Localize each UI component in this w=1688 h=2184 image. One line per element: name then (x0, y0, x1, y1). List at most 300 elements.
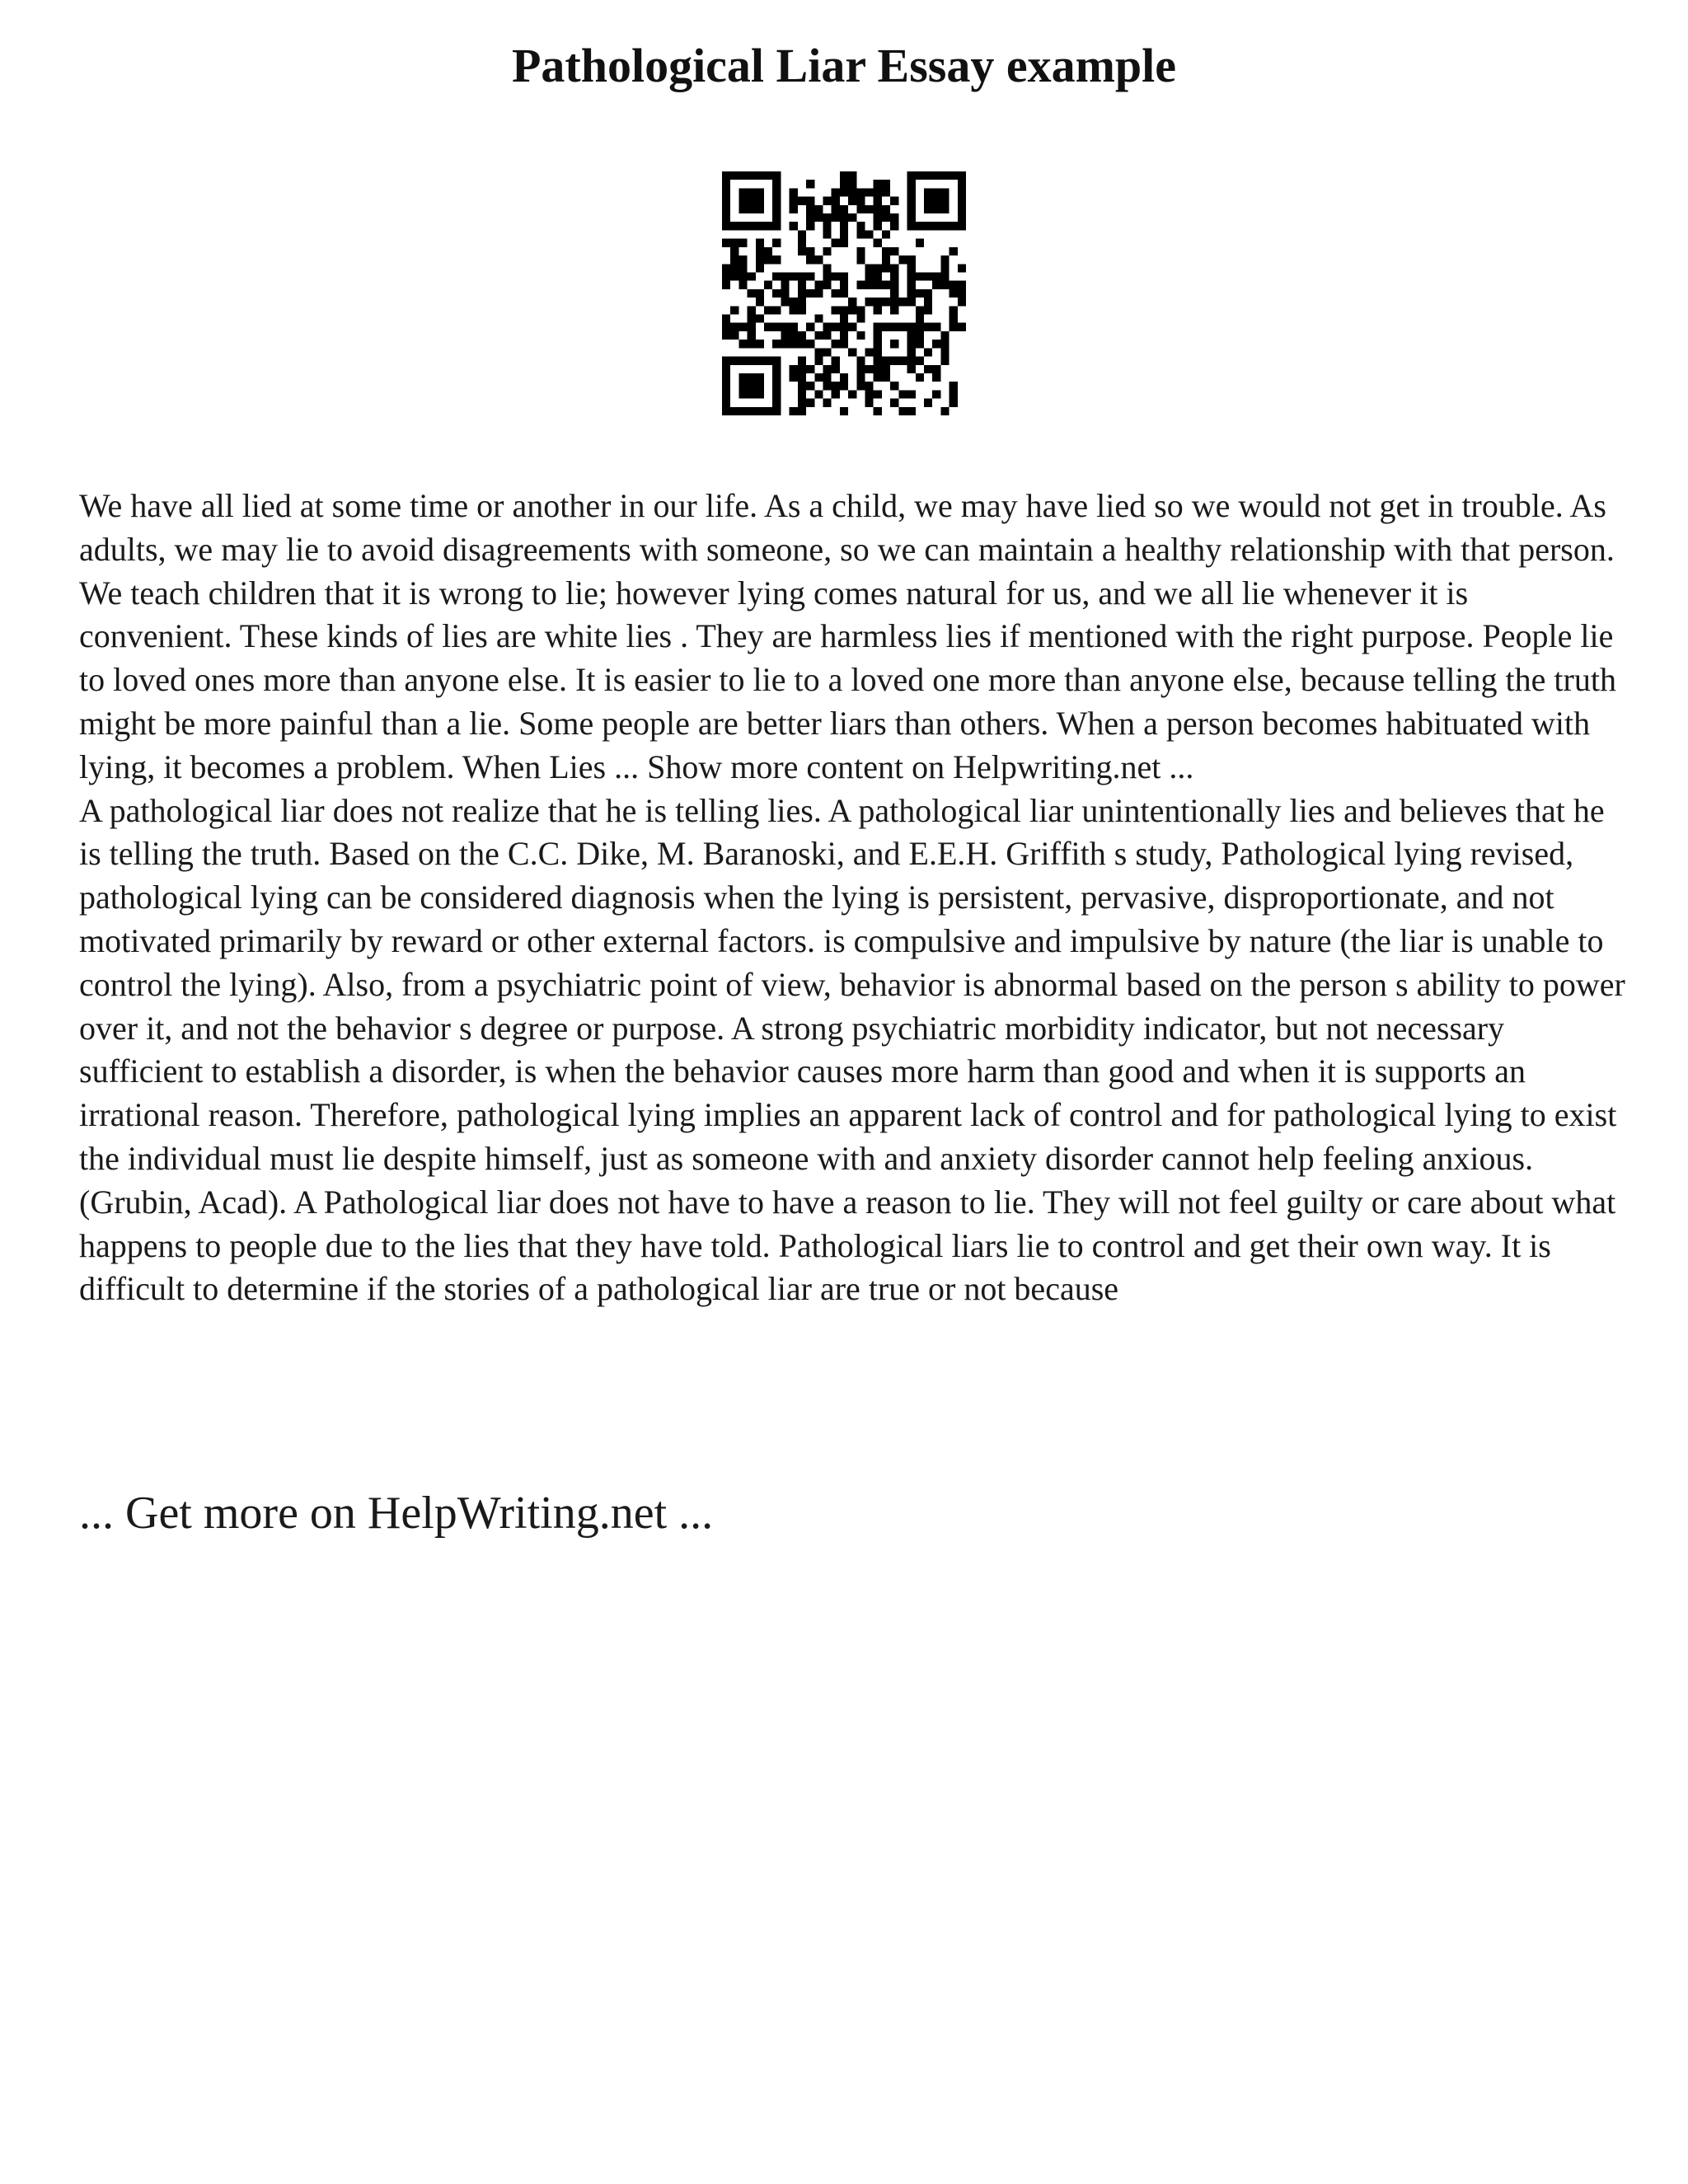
qr-module (840, 230, 848, 238)
qr-module (730, 222, 738, 230)
qr-module (764, 255, 772, 264)
qr-module (790, 373, 798, 382)
qr-module (798, 239, 806, 247)
qr-module (832, 390, 840, 398)
qr-module (806, 205, 814, 213)
qr-module (738, 205, 747, 213)
qr-module (924, 289, 932, 298)
qr-module (790, 340, 798, 348)
qr-module (814, 289, 823, 298)
qr-module (781, 323, 789, 331)
qr-module (730, 306, 738, 314)
qr-module (722, 171, 730, 180)
qr-module (856, 205, 865, 213)
qr-module (832, 382, 840, 390)
qr-module (798, 289, 806, 298)
qr-module (865, 399, 874, 407)
qr-module (798, 197, 806, 205)
qr-module (940, 340, 949, 348)
qr-module (798, 247, 806, 255)
qr-module (950, 222, 958, 230)
qr-module (781, 289, 789, 298)
qr-module (882, 373, 890, 382)
qr-module (898, 298, 907, 306)
qr-module (798, 382, 806, 390)
essay-paragraph-2: A pathological liar does not realize that he is telling lies. A pathological liar unintentionally lies and believes that he is telling the truth. Based on the C.C. Dike, M. Baranoski, and E.E.H. Griffith s study, Pathological lying revised, pathological lying can be considered diagnosis when the lying is persistent, pervasive, disproportionate, and not motivated primarily by reward or other external factors. is compulsive and impulsive by nature (the liar is unable to control the lying). Also, from a psychiatric point of view, behavior is abnormal based on the person s ability to power over it, and not the behavior s degree or purpose. A strong psychiatric morbidity indicator, but not necessary sufficient to establish a disorder, is when the behavior causes more harm than good and when it is supports an irrational reason. Therefore, pathological lying implies an apparent lack of control and for pathological lying to exist the individual must lie despite himself, just as someone with and anxiety disorder cannot help feeling anxious. (Grubin, Acad). A Pathological liar does not have to have a reason to lie. They will not feel guilty or care about what happens to people due to the lies that they have told. Pathological liars lie to control and get their own way. It is difficult to determine if the stories of a pathological liar are true or not because (79, 791, 1625, 1308)
qr-module (823, 230, 831, 238)
qr-module (840, 222, 848, 230)
qr-module (730, 357, 738, 365)
qr-module (882, 281, 890, 289)
qr-module (764, 306, 772, 314)
qr-module (856, 382, 865, 390)
qr-module (832, 289, 840, 298)
qr-module (738, 407, 747, 415)
qr-module (865, 390, 874, 398)
qr-module (764, 407, 772, 415)
qr-module (806, 289, 814, 298)
qr-module (798, 331, 806, 340)
qr-module (924, 222, 932, 230)
qr-module (772, 365, 781, 373)
qr-module (748, 306, 756, 314)
qr-module (772, 180, 781, 188)
qr-module (722, 373, 730, 382)
qr-module (814, 255, 823, 264)
qr-module (722, 188, 730, 196)
qr-module (781, 331, 789, 340)
qr-module (722, 281, 730, 289)
qr-module (874, 264, 882, 272)
qr-module (882, 365, 890, 373)
qr-module (730, 255, 738, 264)
qr-module (856, 230, 865, 238)
qr-module (840, 323, 848, 331)
qr-module (874, 281, 882, 289)
qr-module (823, 213, 831, 222)
qr-module (823, 348, 831, 356)
qr-module (764, 247, 772, 255)
qr-module (890, 298, 898, 306)
qr-module (798, 306, 806, 314)
qr-module (907, 390, 916, 398)
qr-module (790, 197, 798, 205)
qr-module (738, 222, 747, 230)
qr-module (840, 289, 848, 298)
qr-module (856, 357, 865, 365)
qr-module (958, 180, 966, 188)
qr-module (924, 399, 932, 407)
qr-module (940, 222, 949, 230)
qr-module (958, 289, 966, 298)
qr-module (722, 205, 730, 213)
qr-module (907, 281, 916, 289)
qr-module (748, 331, 756, 340)
qr-module (738, 390, 747, 398)
qr-module (748, 222, 756, 230)
qr-module (898, 323, 907, 331)
qr-module (958, 213, 966, 222)
qr-module (756, 357, 764, 365)
qr-module (764, 357, 772, 365)
qr-module (940, 281, 949, 289)
qr-module (832, 340, 840, 348)
qr-module (748, 390, 756, 398)
qr-module (932, 272, 940, 280)
qr-module (882, 180, 890, 188)
qr-module (790, 222, 798, 230)
qr-module (907, 272, 916, 280)
qr-module (890, 272, 898, 280)
essay-paragraph-1: We have all lied at some time or another in our life. As a child, we may have lied so we would not get in trouble. As adults, we may lie to avoid disagreements with someone, so we can maintain a healthy relationship with that person. We teach children that it is wrong to lie; however lying comes natural for us, and we all lie whenever it is convenient. These kinds of lies are white lies . They are harmless lies if mentioned with the right purpose. People lie to loved ones more than anyone else. It is easier to lie to a loved one more than anyone else, because telling the truth might be more painful than a lie. Some people are better liars than others. When a person becomes habituated with lying, it becomes a problem. When Lies ... Show more content on Helpwriting.net ... (79, 487, 1616, 785)
qr-module (890, 222, 898, 230)
qr-module (722, 213, 730, 222)
qr-module (730, 264, 738, 272)
qr-module (874, 188, 882, 196)
qr-module (832, 365, 840, 373)
qr-module (722, 239, 730, 247)
qr-module (916, 289, 924, 298)
qr-module (865, 281, 874, 289)
qr-module (950, 289, 958, 298)
qr-module (840, 331, 848, 340)
qr-module (832, 272, 840, 280)
qr-module (874, 357, 882, 365)
qr-module (806, 399, 814, 407)
qr-module (772, 323, 781, 331)
qr-module (932, 365, 940, 373)
qr-module (882, 230, 890, 238)
qr-module (840, 205, 848, 213)
qr-module (856, 365, 865, 373)
qr-module (932, 390, 940, 398)
qr-module (798, 340, 806, 348)
qr-module (848, 390, 856, 398)
qr-module (722, 222, 730, 230)
qr-module (907, 180, 916, 188)
qr-module (832, 205, 840, 213)
qr-module (738, 197, 747, 205)
qr-module (756, 407, 764, 415)
qr-module (814, 281, 823, 289)
qr-module (832, 323, 840, 331)
qr-module (924, 323, 932, 331)
qr-module (756, 382, 764, 390)
qr-module (781, 340, 789, 348)
qr-module (840, 239, 848, 247)
qr-module (756, 222, 764, 230)
qr-code-icon (722, 171, 966, 415)
qr-module (865, 188, 874, 196)
qr-module (924, 298, 932, 306)
qr-module (924, 205, 932, 213)
qr-module (840, 306, 848, 314)
qr-module (950, 390, 958, 398)
qr-module (907, 222, 916, 230)
qr-module (848, 197, 856, 205)
qr-module (958, 281, 966, 289)
qr-module (865, 230, 874, 238)
qr-module (950, 171, 958, 180)
qr-module (814, 331, 823, 340)
qr-module (958, 222, 966, 230)
qr-module (890, 213, 898, 222)
qr-module (924, 365, 932, 373)
qr-module (940, 255, 949, 264)
qr-module (798, 373, 806, 382)
qr-module (814, 348, 823, 356)
qr-module (781, 298, 789, 306)
qr-module (890, 306, 898, 314)
qr-module (772, 272, 781, 280)
qr-module (856, 281, 865, 289)
qr-module (798, 281, 806, 289)
qr-module (940, 407, 949, 415)
qr-module (924, 171, 932, 180)
qr-module (748, 289, 756, 298)
qr-module (958, 171, 966, 180)
qr-module (798, 230, 806, 238)
page-title: Pathological Liar Essay example (511, 39, 1177, 92)
qr-module (848, 213, 856, 222)
qr-module (823, 323, 831, 331)
qr-module (748, 357, 756, 365)
qr-module (932, 188, 940, 196)
qr-module (840, 188, 848, 196)
qr-module (722, 357, 730, 365)
qr-module (882, 264, 890, 272)
qr-module (898, 407, 907, 415)
qr-module (856, 306, 865, 314)
qr-module (882, 213, 890, 222)
qr-module (814, 373, 823, 382)
qr-module (730, 239, 738, 247)
qr-module (823, 373, 831, 382)
qr-module (806, 197, 814, 205)
qr-module (932, 205, 940, 213)
qr-module (916, 340, 924, 348)
qr-module (772, 340, 781, 348)
qr-module (907, 348, 916, 356)
qr-module (730, 331, 738, 340)
qr-module (840, 340, 848, 348)
qr-module (890, 357, 898, 365)
qr-module (790, 298, 798, 306)
qr-module (806, 180, 814, 188)
qr-module (856, 188, 865, 196)
qr-module (950, 323, 958, 331)
qr-module (874, 365, 882, 373)
qr-module (772, 373, 781, 382)
qr-module (772, 171, 781, 180)
qr-module (823, 281, 831, 289)
qr-module (772, 239, 781, 247)
qr-module (924, 197, 932, 205)
qr-module (748, 272, 756, 280)
qr-module (898, 390, 907, 398)
qr-module (940, 348, 949, 356)
qr-module (823, 247, 831, 255)
qr-module (756, 315, 764, 323)
qr-module (916, 373, 924, 382)
qr-module (882, 188, 890, 196)
qr-module (856, 255, 865, 264)
qr-module (781, 281, 789, 289)
qr-module (798, 298, 806, 306)
qr-module (772, 188, 781, 196)
qr-module (798, 272, 806, 280)
qr-module (840, 171, 848, 180)
qr-module (772, 399, 781, 407)
qr-module (848, 171, 856, 180)
qr-module (756, 239, 764, 247)
qr-module (823, 197, 831, 205)
qr-module (832, 306, 840, 314)
qr-module (916, 323, 924, 331)
qr-module (916, 272, 924, 280)
qr-module (832, 357, 840, 365)
qr-module (790, 407, 798, 415)
qr-module (756, 390, 764, 398)
qr-module (890, 340, 898, 348)
qr-module (882, 357, 890, 365)
qr-module (748, 188, 756, 196)
qr-module (940, 272, 949, 280)
qr-module (722, 390, 730, 398)
qr-module (814, 315, 823, 323)
qr-module (823, 399, 831, 407)
qr-module (756, 289, 764, 298)
qr-module (798, 357, 806, 365)
qr-module (924, 272, 932, 280)
qr-module (840, 272, 848, 280)
qr-module (907, 264, 916, 272)
qr-module (907, 357, 916, 365)
qr-module (823, 222, 831, 230)
qr-module (856, 315, 865, 323)
qr-module (730, 247, 738, 255)
qr-module (772, 205, 781, 213)
qr-module (738, 255, 747, 264)
qr-module (958, 205, 966, 213)
qr-module (907, 255, 916, 264)
qr-module (722, 272, 730, 280)
qr-module (932, 281, 940, 289)
qr-module (756, 340, 764, 348)
qr-module (898, 357, 907, 365)
qr-module (764, 323, 772, 331)
qr-module (882, 298, 890, 306)
qr-module (874, 331, 882, 340)
get-more-link[interactable]: ... Get more on HelpWriting.net ... (79, 1488, 714, 1539)
qr-module (856, 373, 865, 382)
qr-module (756, 171, 764, 180)
qr-module (874, 205, 882, 213)
qr-module (814, 213, 823, 222)
qr-module (865, 365, 874, 373)
qr-module (940, 357, 949, 365)
qr-module (722, 197, 730, 205)
qr-module (756, 247, 764, 255)
qr-module (874, 213, 882, 222)
qr-module (748, 315, 756, 323)
qr-module (738, 281, 747, 289)
qr-module (772, 213, 781, 222)
qr-module (890, 382, 898, 390)
qr-module (806, 382, 814, 390)
qr-module (823, 365, 831, 373)
qr-module (730, 407, 738, 415)
qr-module (874, 407, 882, 415)
qr-module (722, 407, 730, 415)
qr-module (748, 205, 756, 213)
qr-module (890, 247, 898, 255)
qr-module (756, 373, 764, 382)
qr-module (738, 272, 747, 280)
qr-module (748, 340, 756, 348)
qr-module (748, 373, 756, 382)
qr-module (882, 247, 890, 255)
qr-module (772, 407, 781, 415)
qr-module (932, 373, 940, 382)
qr-module (756, 298, 764, 306)
qr-module (924, 306, 932, 314)
qr-module (907, 289, 916, 298)
qr-module (730, 171, 738, 180)
qr-module (950, 399, 958, 407)
qr-module (823, 331, 831, 340)
qr-module (874, 323, 882, 331)
qr-module (790, 306, 798, 314)
qr-module (916, 331, 924, 340)
qr-module (950, 382, 958, 390)
qr-module (856, 247, 865, 255)
qr-module (764, 222, 772, 230)
qr-module (916, 171, 924, 180)
qr-module (806, 323, 814, 331)
qr-module (756, 255, 764, 264)
qr-module (840, 281, 848, 289)
qr-module (748, 197, 756, 205)
qr-module (940, 331, 949, 340)
qr-module (907, 323, 916, 331)
qr-module (882, 255, 890, 264)
qr-module (907, 197, 916, 205)
qr-module (916, 222, 924, 230)
qr-module (932, 197, 940, 205)
qr-module (907, 407, 916, 415)
qr-module (738, 382, 747, 390)
qr-module (958, 323, 966, 331)
qr-module (730, 323, 738, 331)
essay-body (79, 485, 1629, 1311)
qr-module (874, 390, 882, 398)
qr-module (722, 331, 730, 340)
qr-module (764, 171, 772, 180)
qr-module (772, 357, 781, 365)
qr-module (814, 357, 823, 365)
qr-module (814, 390, 823, 398)
qr-module (924, 188, 932, 196)
qr-module (738, 340, 747, 348)
qr-module (738, 357, 747, 365)
qr-module (748, 382, 756, 390)
qr-module (738, 373, 747, 382)
qr-module (916, 239, 924, 247)
qr-module (856, 331, 865, 340)
qr-module (848, 180, 856, 188)
qr-module (848, 188, 856, 196)
